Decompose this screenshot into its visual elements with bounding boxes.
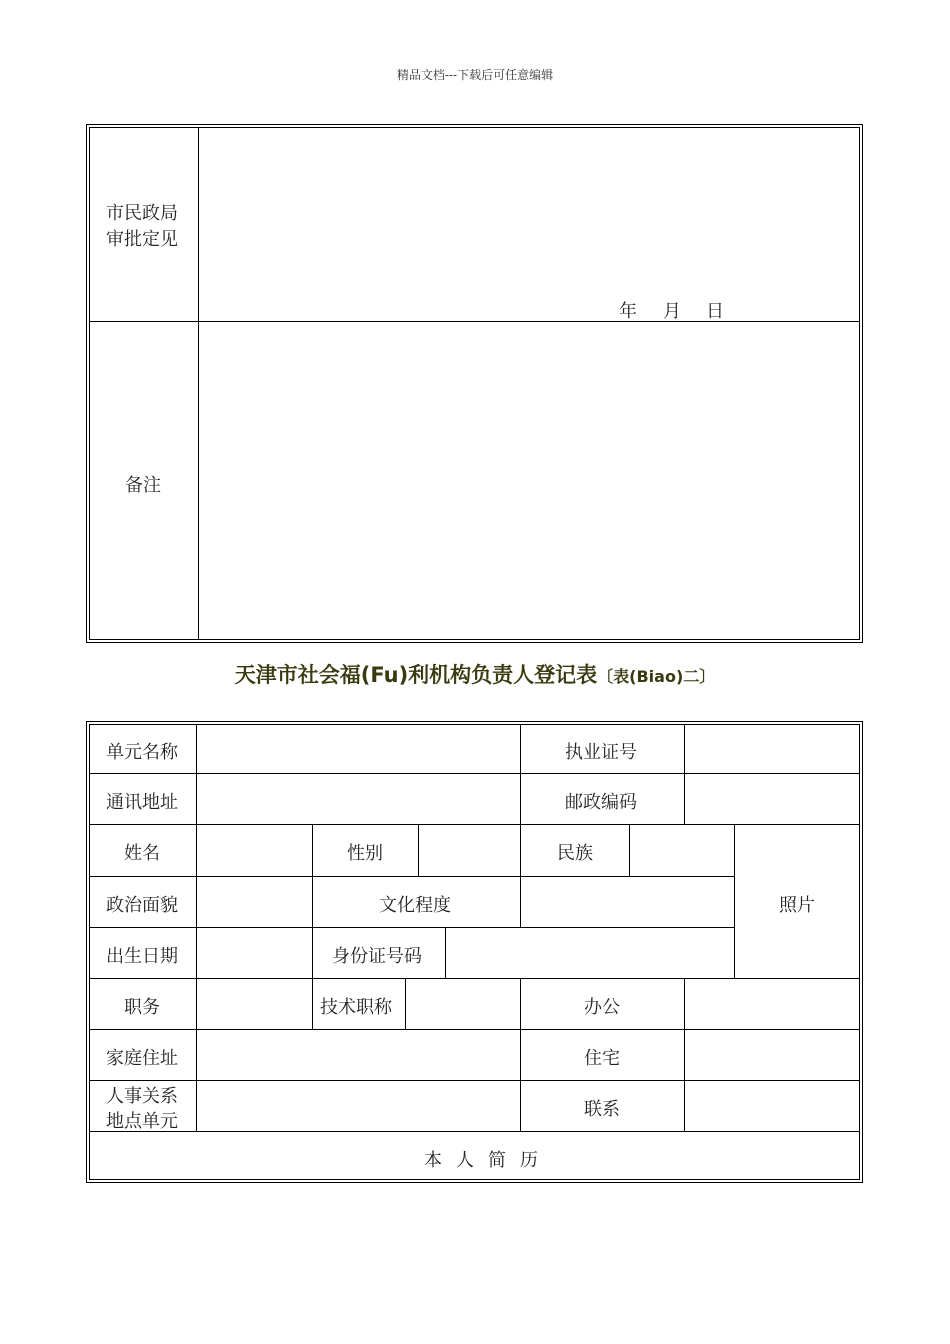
license-no-label: 执业证号 (565, 742, 637, 763)
personnel-label-line1: 人事关系 (106, 1086, 178, 1107)
date-day-label: 日 (706, 301, 724, 322)
approval-label-line1: 市民政局 (106, 203, 178, 224)
remarks-label: 备注 (125, 475, 161, 496)
education-label: 文化程度 (379, 895, 451, 916)
page-header: 精品文档---下载后可任意编辑 (396, 68, 554, 82)
personnel-label-line2: 地点单元 (106, 1111, 178, 1132)
form-title (0, 659, 950, 689)
technical-title-label: 技术职称 (320, 997, 392, 1018)
home-address-label: 家庭住址 (106, 1048, 178, 1069)
birth-date-label: 出生日期 (106, 946, 178, 967)
date-month-label: 月 (663, 301, 681, 322)
office-label: 办公 (584, 997, 620, 1018)
ethnicity-label: 民族 (557, 843, 593, 864)
position-label: 职务 (124, 997, 160, 1018)
approval-label-line2: 审批定见 (106, 229, 178, 250)
resume-label: 本人简历 (424, 1150, 552, 1171)
mailing-address-label: 通讯地址 (106, 792, 178, 813)
id-number-label: 身份证号码 (332, 946, 422, 967)
photo-label: 照片 (779, 895, 815, 916)
name-label: 姓名 (124, 843, 160, 864)
political-status-label: 政治面貌 (106, 895, 178, 916)
form-title-suffix: 〔表(Biao)二〕 (597, 667, 716, 686)
contact-label: 联系 (584, 1099, 620, 1120)
gender-label: 性别 (347, 843, 383, 864)
unit-name-label: 单元名称 (106, 742, 178, 763)
date-year-label: 年 (619, 301, 637, 322)
postal-code-label: 邮政编码 (565, 792, 637, 813)
residence-label: 住宅 (584, 1048, 620, 1069)
form-title-main: 天津市社会福(Fu)利机构负责人登记表 (234, 663, 598, 687)
